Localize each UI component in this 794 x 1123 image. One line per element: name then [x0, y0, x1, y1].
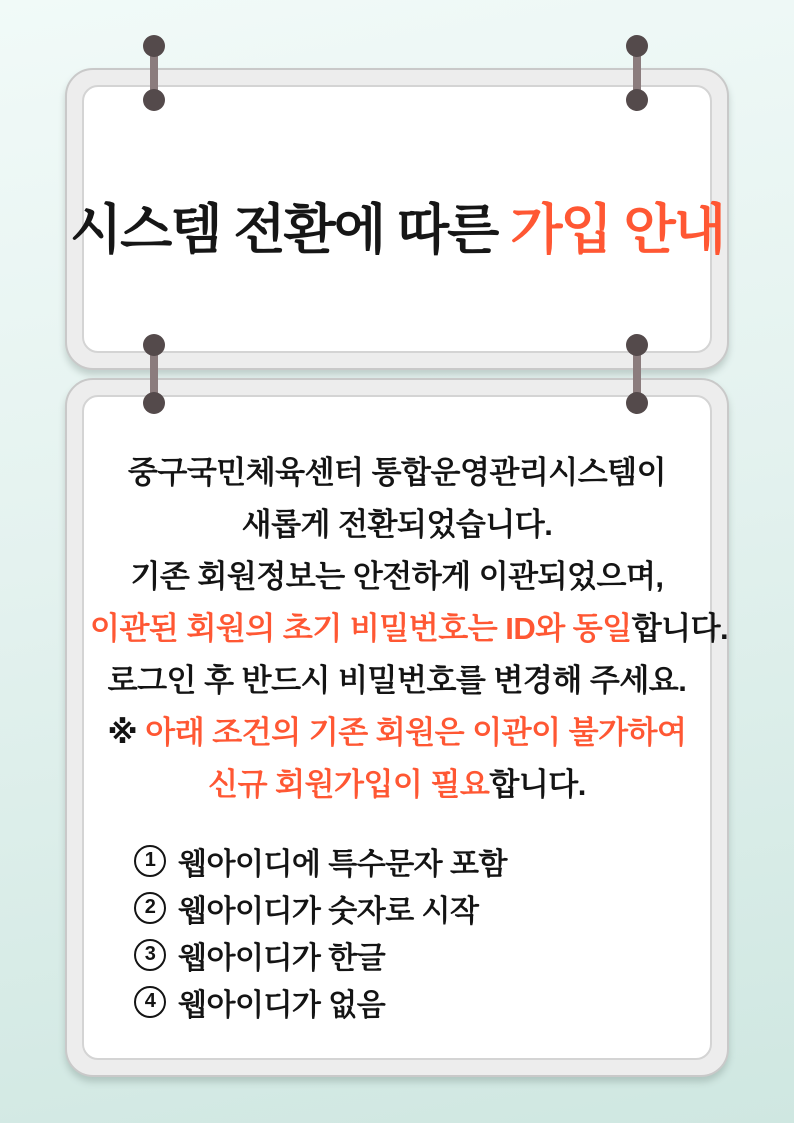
title-card — [65, 68, 729, 370]
notice-line: 새롭게 전환되었습니다. — [241, 507, 553, 542]
binder-pin-icon — [633, 35, 641, 111]
binder-pin-icon — [150, 334, 158, 414]
page-title — [70, 175, 724, 264]
notice-card — [65, 378, 729, 1077]
pin-cap — [143, 35, 165, 57]
notice-line: 로그인 후 반드시 비밀번호를 변경해 주세요. — [107, 663, 687, 698]
notice-line: 신규 회원가입이 필요합니다. — [208, 767, 586, 802]
circled-number-icon: 2 — [134, 892, 166, 924]
pin-cap — [626, 35, 648, 57]
pin-cap — [143, 392, 165, 414]
condition-text: 웹아이디가 한글 — [178, 941, 386, 975]
page-title-orange: 가입 안내 — [510, 199, 724, 260]
pin-cap — [626, 392, 648, 414]
condition-item — [134, 931, 704, 978]
notice-line: 이관된 회원의 초기 비밀번호는 ID와 동일합니다. — [90, 611, 729, 646]
pin-cap — [143, 89, 165, 111]
condition-list — [90, 837, 704, 1025]
notice-text-block — [84, 397, 729, 1025]
condition-text: 웹아이디에 특수문자 포함 — [178, 847, 507, 881]
condition-item — [134, 884, 704, 931]
notice-card-inner — [82, 395, 729, 1060]
notice-line: 기존 회원정보는 안전하게 이관되었으며, — [130, 559, 664, 594]
page-title-black: 시스템 전환에 따른 — [70, 199, 511, 260]
title-card-inner — [70, 85, 724, 353]
condition-item — [134, 837, 704, 884]
circled-number-icon: 3 — [134, 939, 166, 971]
notice-line: 중구국민체육센터 통합운영관리시스템이 — [127, 455, 667, 490]
condition-text: 웹아이디가 없음 — [178, 988, 386, 1022]
notice-line: ※ 아래 조건의 기존 회원은 이관이 불가하여 — [107, 715, 687, 750]
condition-text: 웹아이디가 숫자로 시작 — [178, 894, 479, 928]
circled-number-icon: 1 — [134, 845, 166, 877]
binder-pin-icon — [150, 35, 158, 111]
pin-cap — [143, 334, 165, 356]
pin-cap — [626, 89, 648, 111]
circled-number-icon: 4 — [134, 986, 166, 1018]
binder-pin-icon — [633, 334, 641, 414]
condition-item — [134, 978, 704, 1025]
pin-cap — [626, 334, 648, 356]
